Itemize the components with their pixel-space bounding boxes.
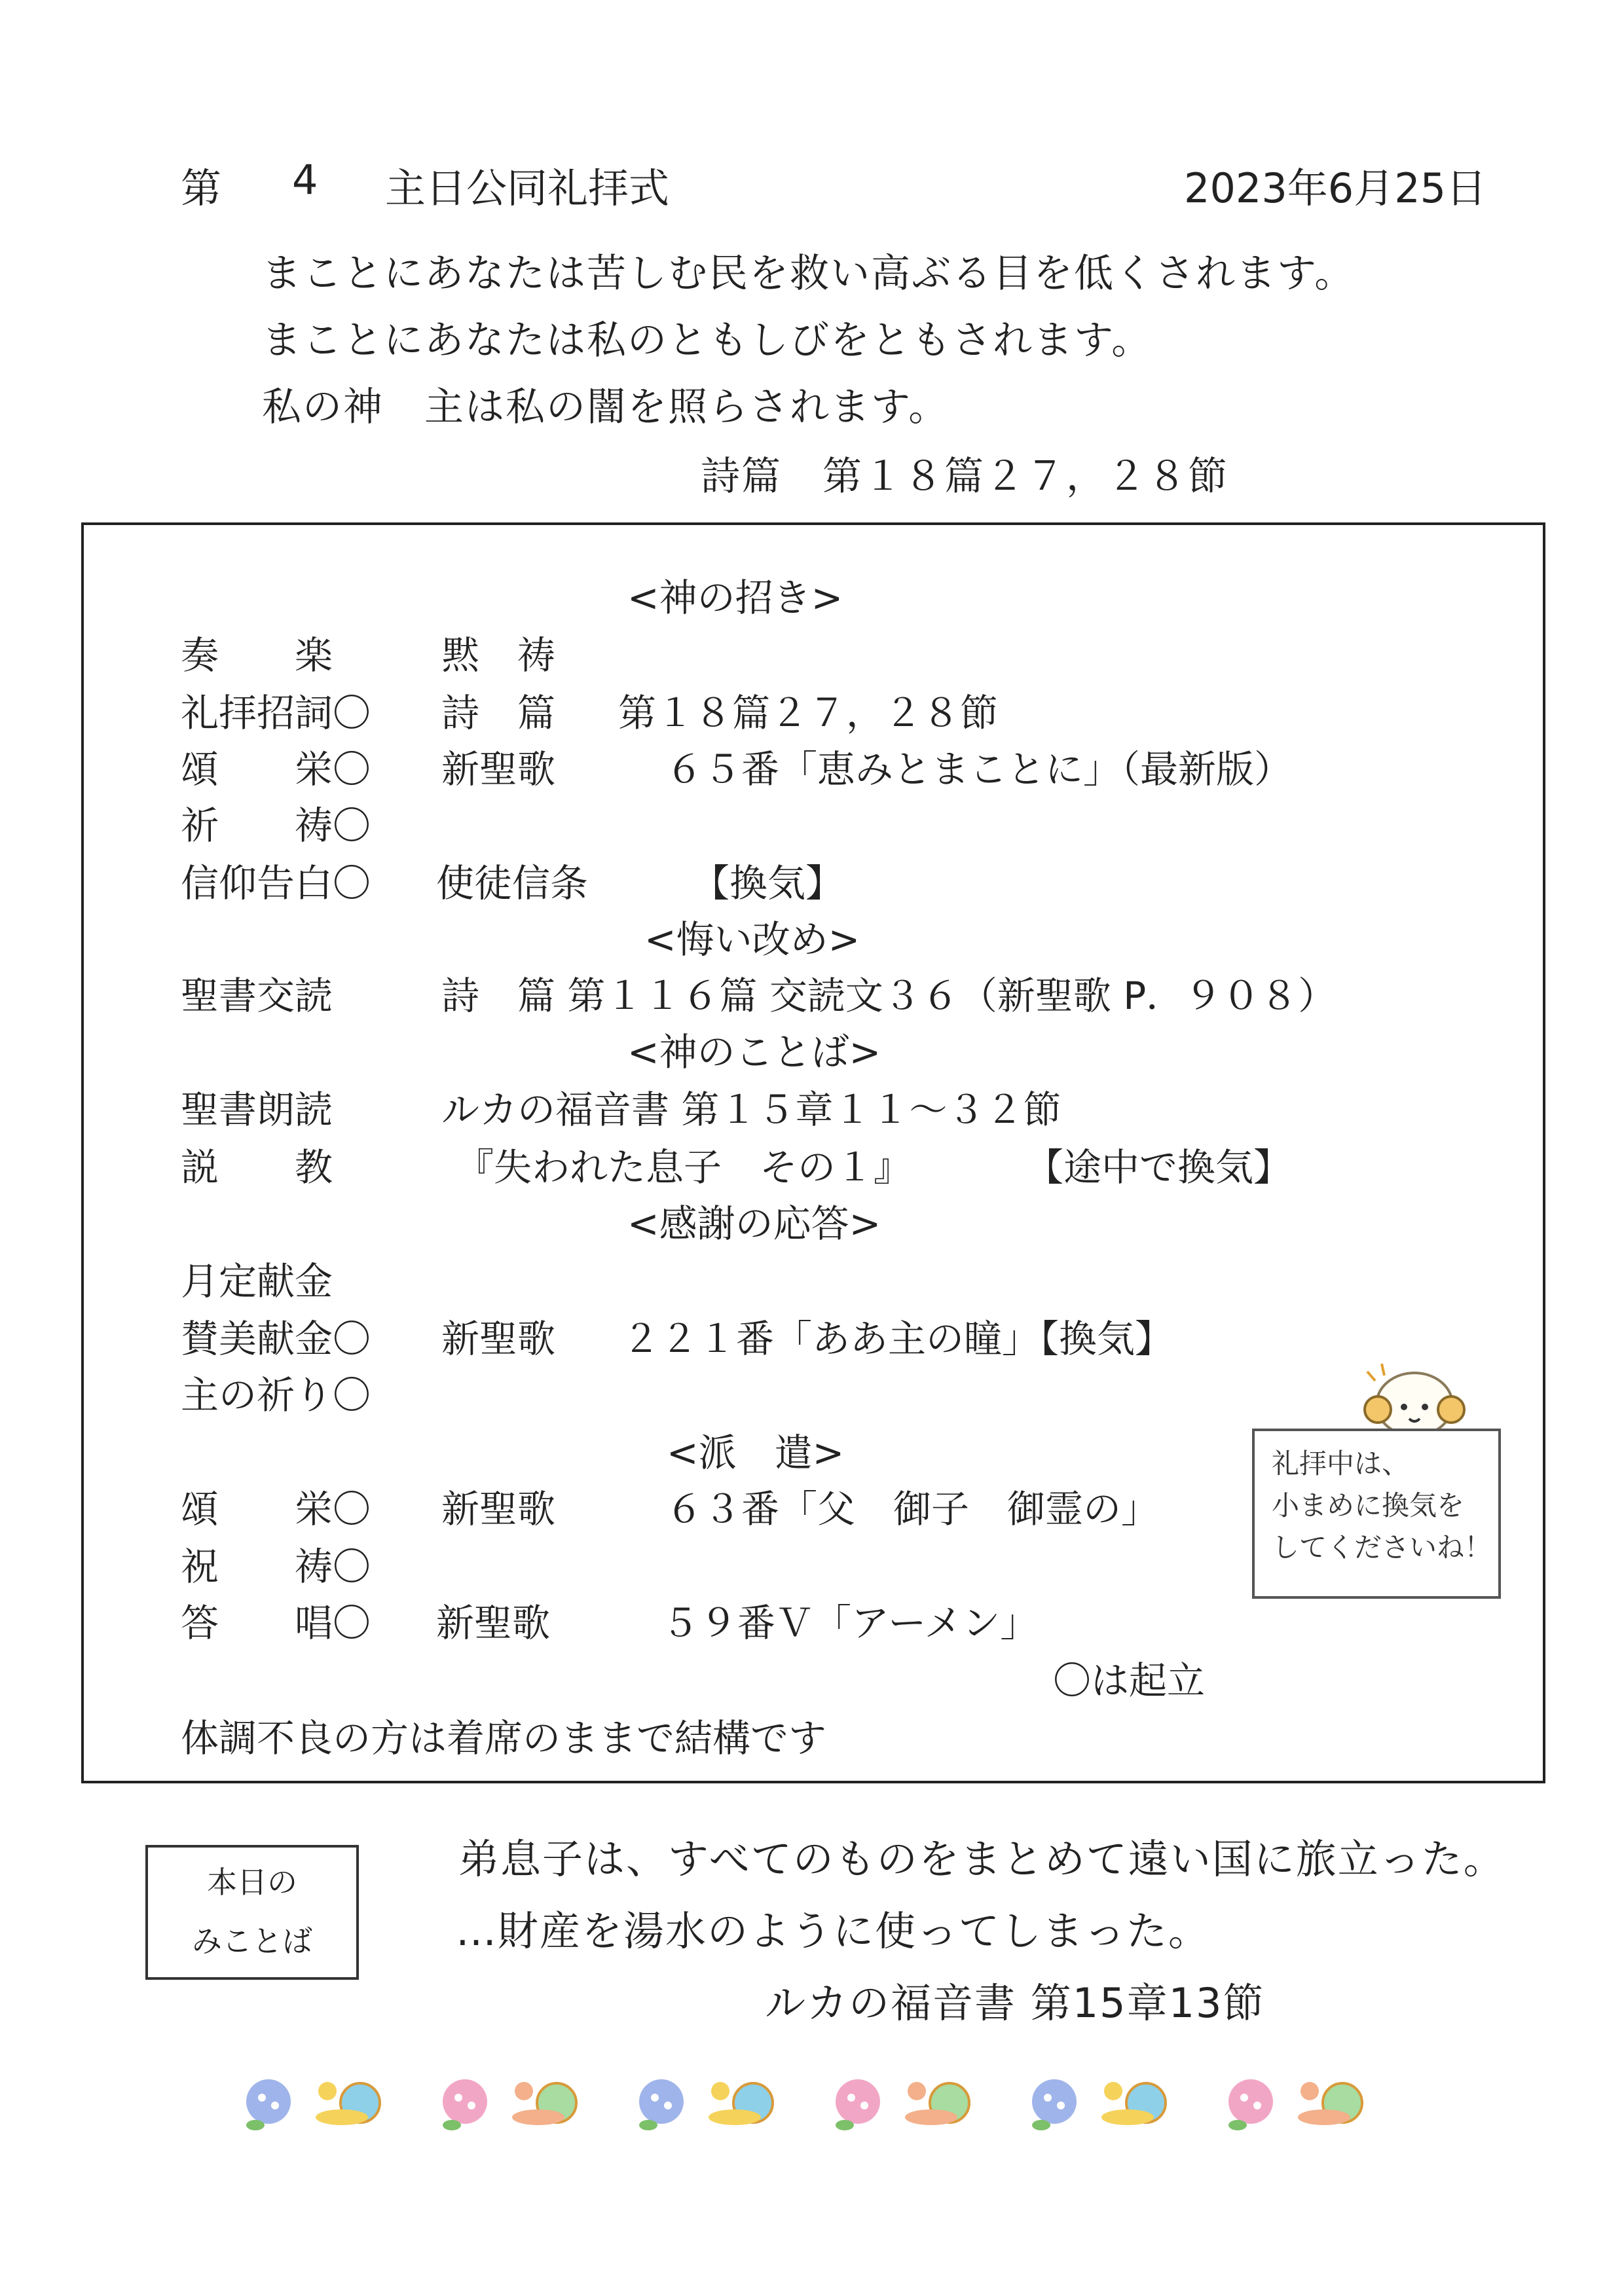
snail-icon xyxy=(1298,2082,1362,2125)
row-item: ルカの福音書 第１５章１１～３２節 xyxy=(441,1087,1061,1132)
row-detail: 【途中で換気】 xyxy=(1025,1145,1292,1190)
ventilation-note-line: してくださいね！ xyxy=(1272,1531,1492,1563)
snail-icon xyxy=(905,2082,969,2125)
row-label: 説 教 xyxy=(181,1145,333,1190)
row-item: 新聖歌 xyxy=(436,1601,551,1645)
row-item: 新聖歌 xyxy=(441,1317,556,1361)
flower-icon xyxy=(1228,2079,1273,2130)
row-item: 新聖歌 xyxy=(441,747,556,792)
row-label: 主の祈り〇 xyxy=(181,1373,371,1417)
row-detail: ６３番「父 御子 御霊の」 xyxy=(665,1487,1160,1531)
flower-icon xyxy=(443,2079,487,2130)
ventilation-note-line: 小まめに換気を xyxy=(1272,1489,1465,1522)
verse-reference: 詩篇 第１８篇２７，２８節 xyxy=(701,454,1228,500)
standing-note: 〇は起立 xyxy=(1053,1658,1206,1703)
section-heading-thanks: <感謝の応答> xyxy=(627,1201,881,1246)
row-label: 賛美献金〇 xyxy=(181,1317,371,1361)
row-label: 答 唱〇 xyxy=(181,1601,371,1645)
row-label: 月定献金 xyxy=(181,1259,333,1303)
row-item: 新聖歌 xyxy=(441,1487,556,1531)
section-heading-sending: <派 遣> xyxy=(667,1430,845,1475)
row-label: 頌 栄〇 xyxy=(181,1487,371,1531)
row-label: 祈 祷〇 xyxy=(181,803,371,848)
row-item: 黙 祷 xyxy=(441,633,556,678)
sermon-title: 『失われた息子 その１』 xyxy=(456,1145,912,1190)
ventilation-note-box xyxy=(1252,1429,1501,1599)
section-heading-call: <神の招き> xyxy=(627,575,843,620)
row-label: 奏 楽 xyxy=(181,633,333,678)
todays-word-line-1: 弟息子は、すべてのものをまとめて遠い国に旅立った。 xyxy=(458,1835,1505,1883)
service-date: 2023年6月25日 xyxy=(1184,164,1487,212)
sheep-mascot-icon xyxy=(1356,1358,1473,1437)
todays-word-line-2: …財産を湯水のように使ってしまった。 xyxy=(456,1907,1211,1955)
row-item: 詩 篇 第１１６篇 交読文３６（新聖歌 P．９０８） xyxy=(441,974,1337,1018)
verse-line-2: まことにあなたは私のともしびをともされます。 xyxy=(262,318,1153,363)
snail-icon xyxy=(512,2082,576,2125)
section-heading-word: <神のことば> xyxy=(627,1030,881,1074)
snail-icon xyxy=(316,2082,380,2125)
row-detail: 第１８篇２７，２８節 xyxy=(618,691,999,735)
row-label: 頌 栄〇 xyxy=(181,747,371,792)
flower-icon xyxy=(639,2079,684,2130)
row-detail: ５９番Ｖ「アーメン」 xyxy=(661,1601,1039,1645)
todays-word-reference: ルカの福音書 第15章13節 xyxy=(765,1979,1265,2027)
row-detail: ６５番「恵みとまことに」（最新版） xyxy=(665,747,1293,792)
section-heading-repentance: <悔い改め> xyxy=(644,917,860,962)
flower-icon xyxy=(1032,2079,1077,2130)
row-label: 信仰告白〇 xyxy=(181,861,371,905)
row-label: 聖書朗読 xyxy=(181,1087,333,1132)
hydrangea-snail-border-icon xyxy=(223,2062,1414,2141)
service-title: 主日公同礼拝式 xyxy=(385,164,670,212)
row-item: 使徒信条 xyxy=(436,861,589,905)
ventilation-note-line: 礼拝中は、 xyxy=(1272,1448,1410,1480)
row-detail: ２２１番「ああ主の瞳」【換気】 xyxy=(622,1317,1173,1361)
row-label: 祝 祷〇 xyxy=(181,1544,371,1589)
todays-word-label-box xyxy=(145,1845,359,1980)
todays-word-label-line: 本日の xyxy=(207,1865,297,1900)
row-label: 礼拝招詞〇 xyxy=(181,691,371,735)
service-number-prefix: 第 xyxy=(181,164,222,212)
health-note: 体調不良の方は着席のままで結構です xyxy=(181,1716,827,1760)
verse-line-3: 私の神 主は私の闇を照らされます。 xyxy=(262,384,950,430)
snail-icon xyxy=(1101,2082,1166,2125)
todays-word-label-line: みことば xyxy=(192,1923,312,1959)
verse-line-1: まことにあなたは苦しむ民を救い高ぶる目を低くされます。 xyxy=(262,251,1356,297)
row-detail: 【換気】 xyxy=(692,861,844,905)
service-number: 4 xyxy=(292,156,318,204)
flower-icon xyxy=(836,2079,880,2130)
row-item: 詩 篇 xyxy=(441,691,556,735)
row-label: 聖書交読 xyxy=(181,974,333,1018)
snail-icon xyxy=(709,2082,773,2125)
flower-icon xyxy=(246,2079,291,2130)
